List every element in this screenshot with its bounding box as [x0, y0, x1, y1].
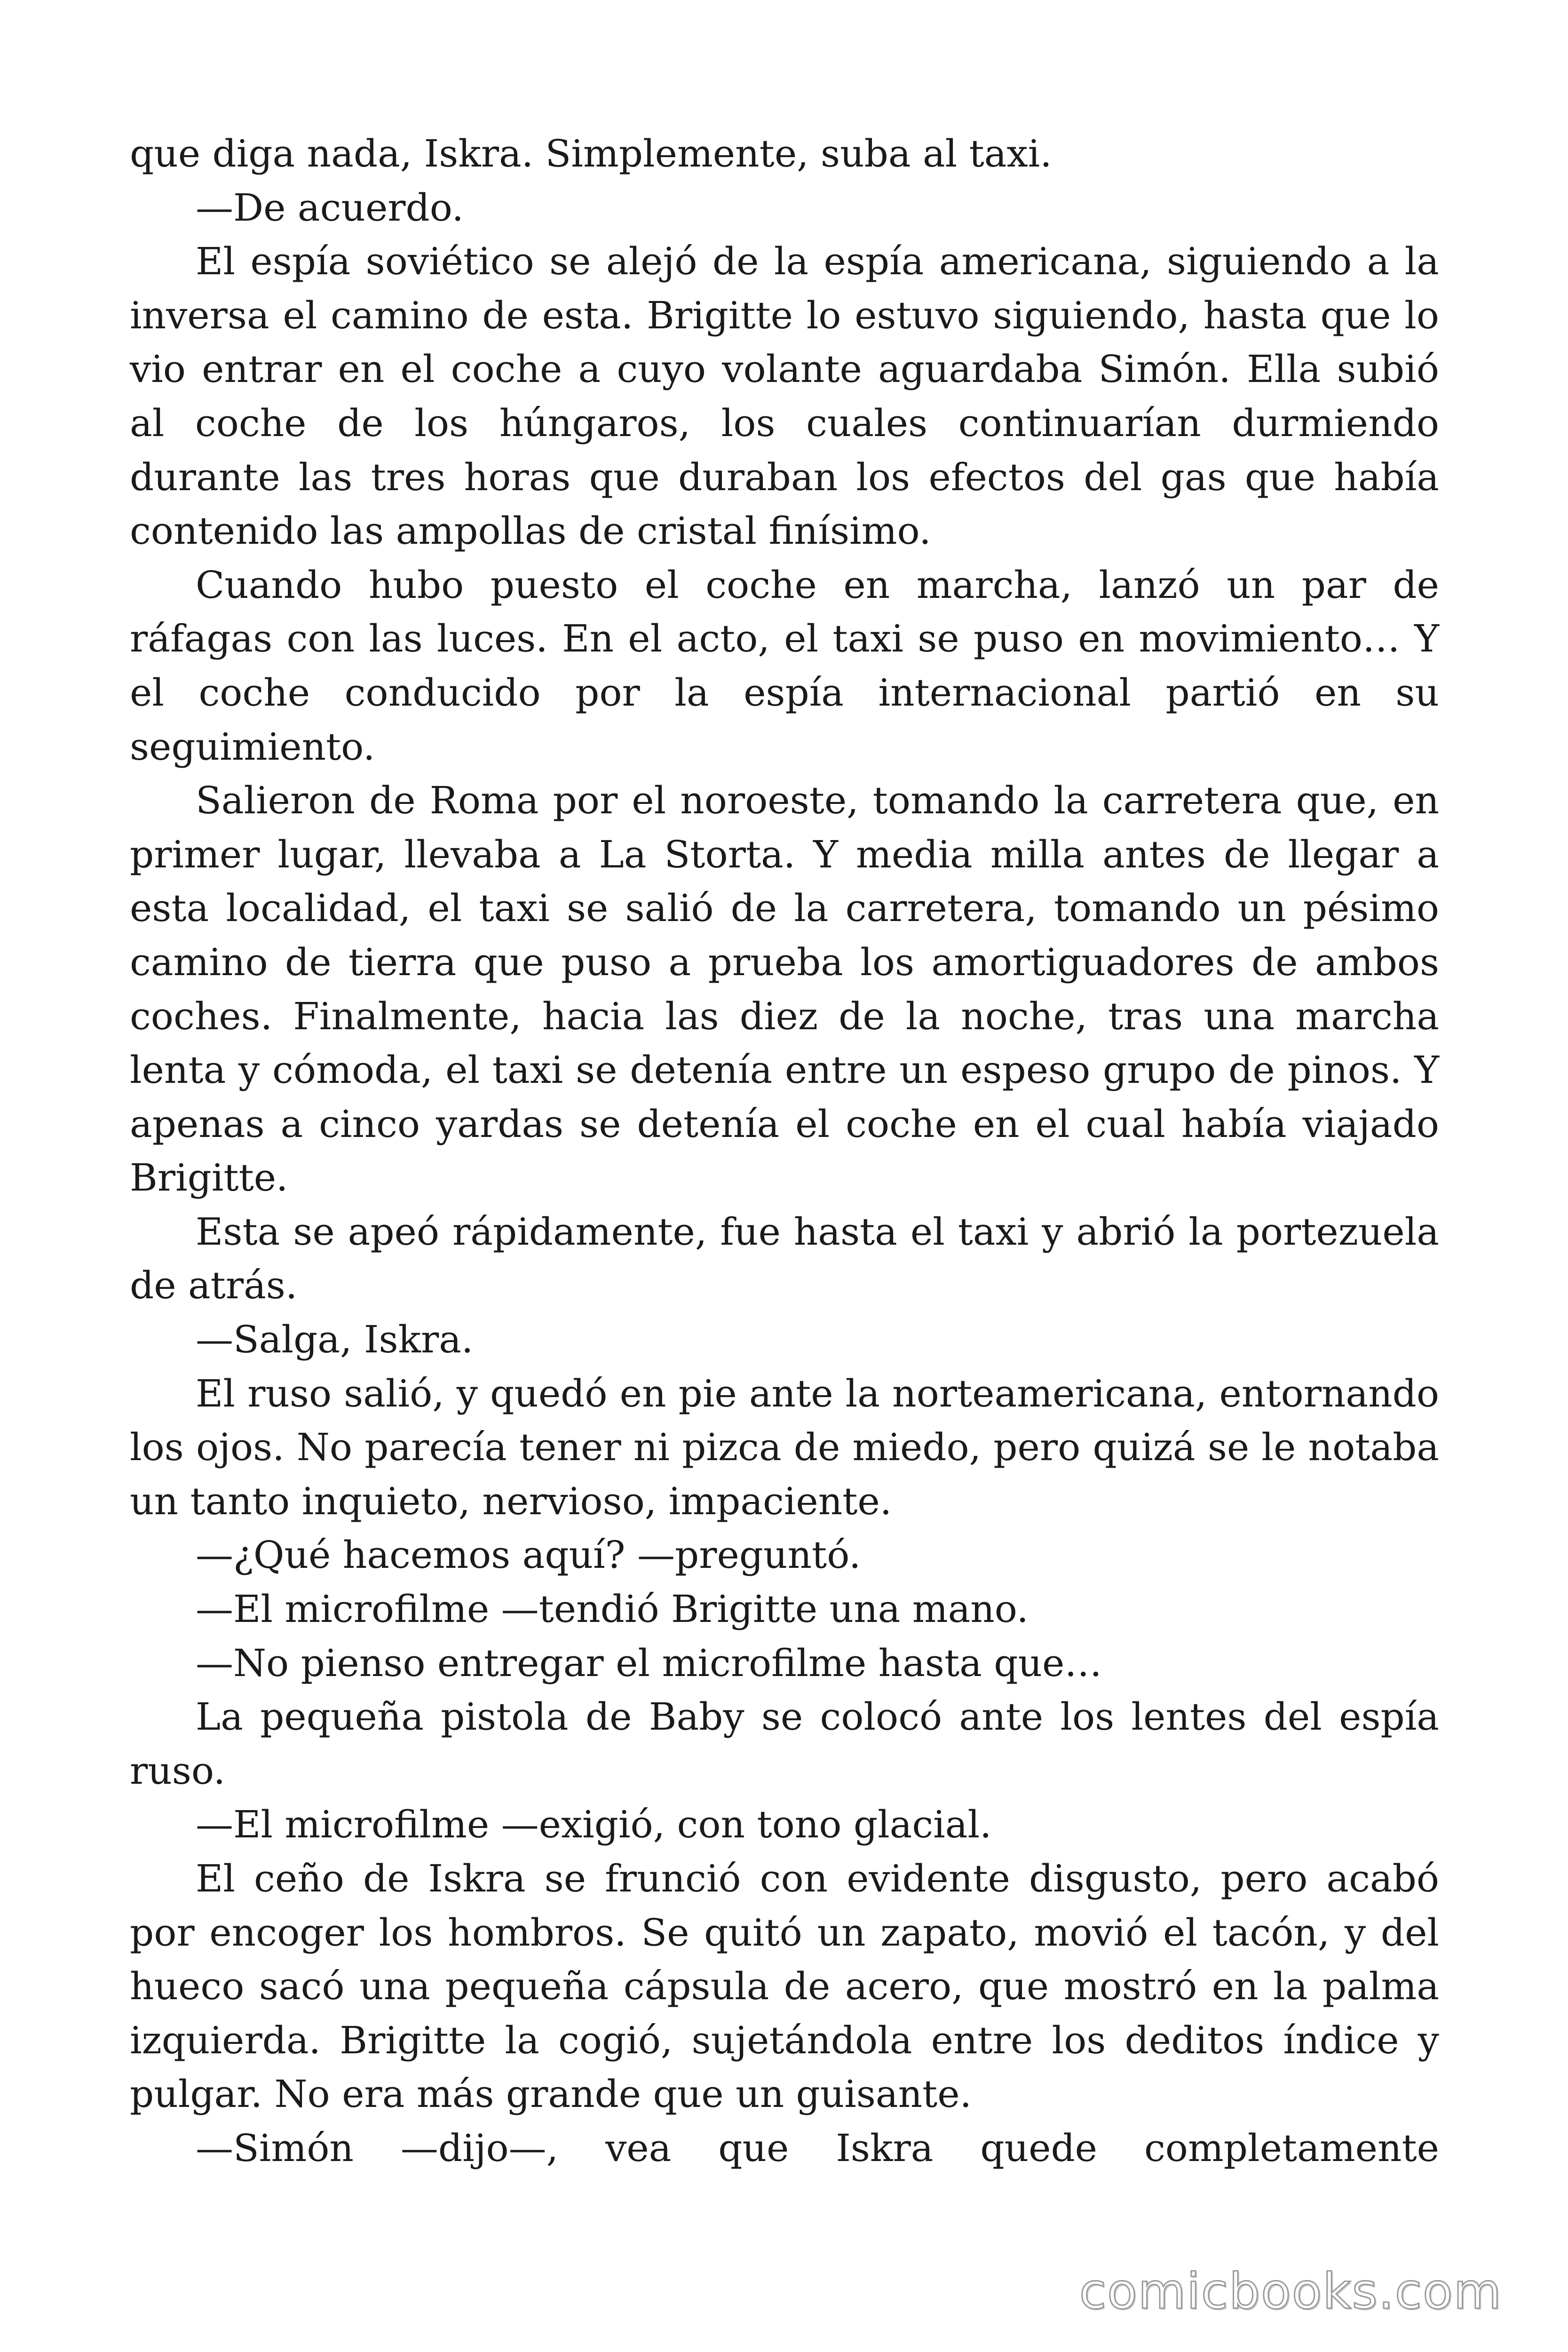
- paragraph: —El microfilme —exigió, con tono glacial.: [196, 1803, 992, 1847]
- paragraph: El ruso salió, y quedó en pie ante la norteamericana, entornando los ojos. No parecía tener ni pizca de miedo, pero quizá se le notaba un tanto inquieto, nervioso, impaciente.: [130, 1371, 1439, 1523]
- paragraph: —Salga, Iskra.: [196, 1318, 474, 1362]
- paragraph: —¿Qué hacemos aquí? —preguntó.: [196, 1533, 861, 1577]
- paragraph: El espía soviético se alejó de la espía americana, siguiendo a la inversa el camino de esta. Brigitte lo estuvo siguiendo, hasta que lo vio entrar en el coche a cuyo volante aguardaba Simón. Ella subió al coche de los húngaros, los cuales continuarían durmiendo durante las tres horas que duraban los efectos del gas que había contenido las ampollas de cristal finísimo.: [130, 239, 1439, 553]
- paragraph: Cuando hubo puesto el coche en marcha, lanzó un par de ráfagas con las luces. En el acto, el taxi se puso en movimiento… Y el coche conducido por la espía internacional partió en su seguimiento.: [130, 563, 1439, 769]
- paragraph: —Simón —dijo—, vea que Iskra quede completamente: [196, 2126, 1439, 2170]
- paragraph: —De acuerdo.: [196, 185, 464, 230]
- paragraph: El ceño de Iskra se frunció con evidente disgusto, pero acabó por encoger los hombros. Se quitó un zapato, movió el tacón, y del hueco sacó una pequeña cápsula de acero, que mostró en la palma izquierda. Brigitte la cogió, sujetándola entre los deditos índice y pulgar. No era más grande que un guisante.: [130, 1857, 1439, 2116]
- paragraph: —No pienso entregar el microfilme hasta que…: [196, 1641, 1102, 1685]
- paragraph: que diga nada, Iskra. Simplemente, suba al taxi.: [130, 132, 1052, 175]
- watermark: comicbooks.com: [1079, 2263, 1502, 2320]
- paragraph: La pequeña pistola de Baby se colocó ante los lentes del espía ruso.: [130, 1695, 1439, 1793]
- paragraph: Salieron de Roma por el noroeste, tomando la carretera que, en primer lugar, llevaba a La Storta. Y media milla antes de llegar a esta localidad, el taxi se salió de la carretera, tomando un pésimo camino de tierra que puso a prueba los amortiguadores de ambos coches. Finalmente, hacia las diez de la noche, tras una marcha lenta y cómoda, el taxi se detenía entre un espeso grupo de pinos. Y apenas a cinco yardas se detenía el coche en el cual había viajado Brigitte.: [130, 779, 1439, 1200]
- page-text: [130, 127, 1439, 2176]
- paragraph: —El microfilme —tendió Brigitte una mano.: [196, 1587, 1029, 1631]
- paragraph: Esta se apeó rápidamente, fue hasta el taxi y abrió la portezuela de atrás.: [130, 1209, 1439, 1308]
